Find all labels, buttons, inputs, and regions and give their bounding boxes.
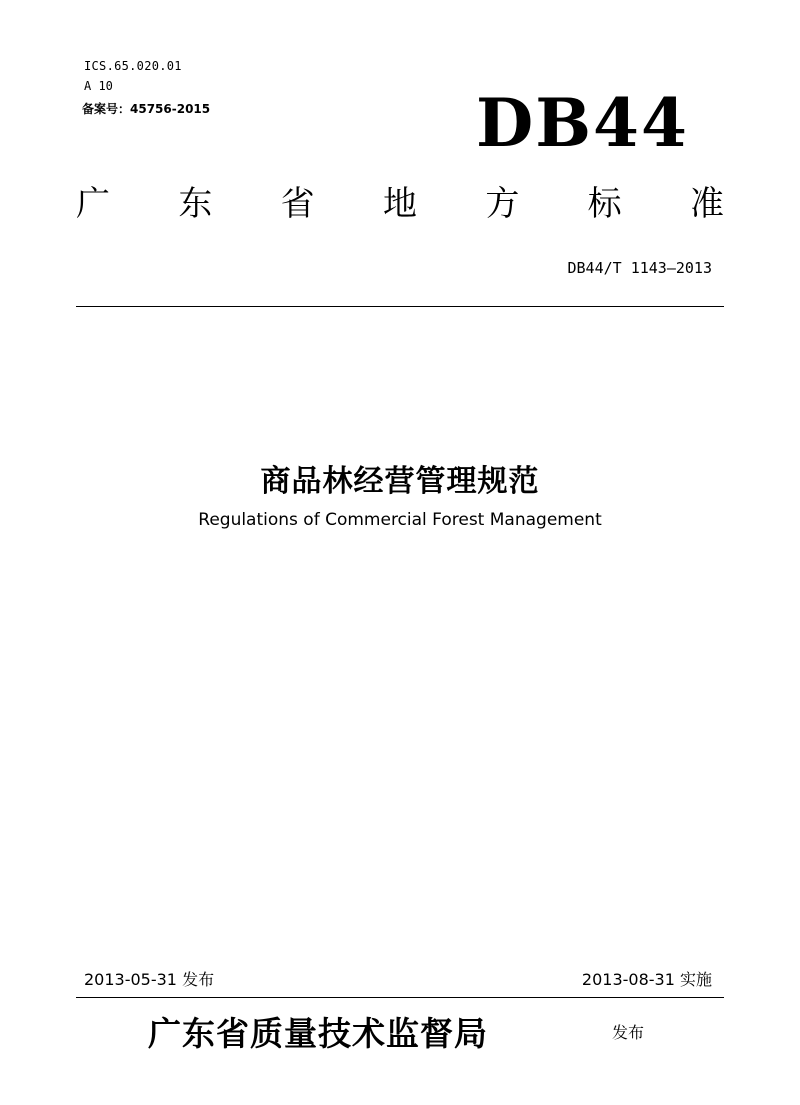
db44-logo: DB44 <box>476 84 689 162</box>
issuing-authority: 广东省质量技术监督局 <box>148 1014 488 1053</box>
publish-date: 2013-05-31 发布 <box>84 970 215 989</box>
standard-type-char: 广 <box>76 184 110 224</box>
classification-code: A 10 <box>84 79 113 93</box>
title-english: Regulations of Commercial Forest Management <box>198 510 602 530</box>
issue-label: 发布 <box>612 1023 645 1042</box>
standard-code: DB44/T 1143—2013 <box>567 259 712 277</box>
standard-type-char: 东 <box>178 184 213 224</box>
standard-type-char: 准 <box>689 184 724 224</box>
bottom-divider <box>76 997 724 998</box>
standard-type-char: 标 <box>587 184 622 224</box>
top-divider <box>76 306 724 307</box>
ics-code: ICS.65.020.01 <box>84 59 182 73</box>
standard-type-char: 地 <box>382 184 417 224</box>
filing-number: 备案号：45756-2015 <box>82 102 211 116</box>
standard-type-heading <box>76 182 724 226</box>
standard-type-char: 省 <box>280 184 315 224</box>
implementation-date: 2013-08-31 实施 <box>581 970 712 989</box>
title-chinese: 商品林经营管理规范 <box>260 464 540 499</box>
standard-type-char: 方 <box>485 184 520 224</box>
